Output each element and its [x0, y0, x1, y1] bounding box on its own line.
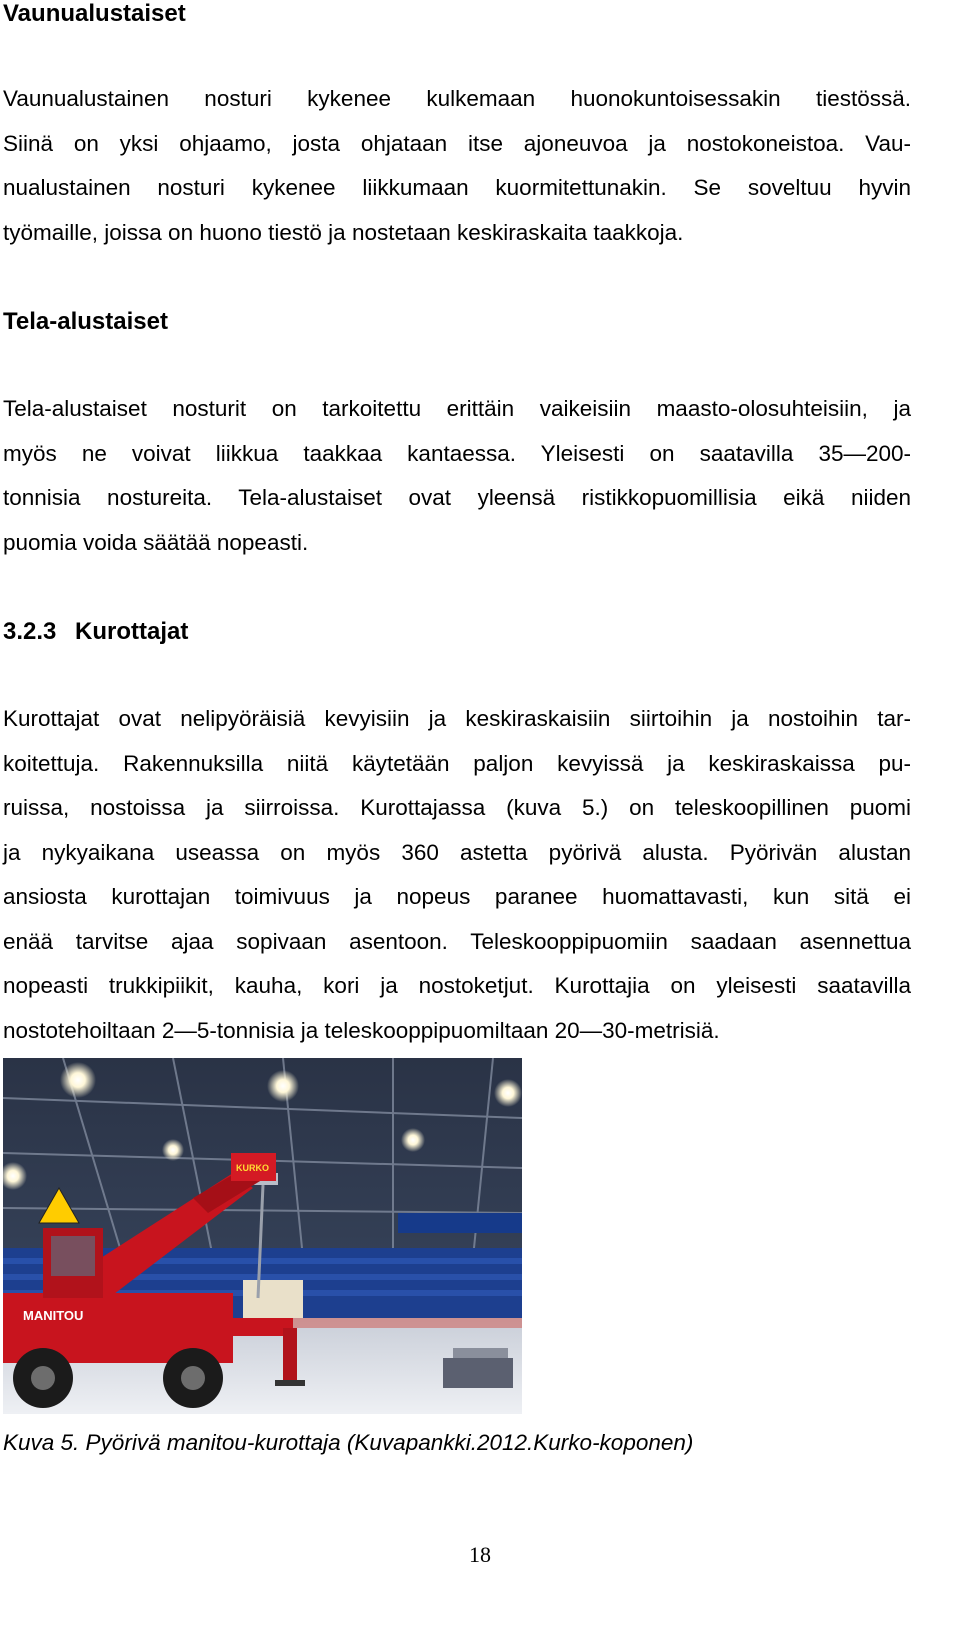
text-line: tonnisia nostureita. Tela-alustaiset ovat yleensä ristikkopuomillisia eikä niiden — [3, 485, 911, 510]
paragraph-vaunualustaiset — [3, 77, 911, 255]
paragraph-kurottajat — [3, 697, 911, 1053]
text-line: myös ne voivat liikkua taakkaa kantaessa. Yleisesti on saatavilla 35—200- — [3, 440, 911, 466]
text-line: ruissa, nostoissa ja siirroissa. Kurottajassa (kuva 5.) on teleskoopillinen puomi — [3, 795, 911, 820]
text-line: koitettuja. Rakennuksilla niitä käytetään paljon kevyissä ja keskiraskaissa pu- — [3, 750, 911, 776]
text-line: ansiosta kurottajan toimivuus ja nopeus paranee huomattavasti, kun sitä ei — [3, 884, 911, 909]
text-line: Tela-alustaiset nosturit on tarkoitettu erittäin vaikeisiin maasto-olosuhteisiin, ja — [3, 396, 911, 421]
figure-caption: Kuva 5. Pyörivä manitou-kurottaja (Kuvapankki.2012.Kurko-koponen) — [3, 1430, 694, 1455]
basket-sign: KURKO — [236, 1163, 269, 1173]
text-line: enää tarvitse ajaa sopivaan asentoon. Teleskooppipuomiin saadaan asennettua — [3, 928, 911, 954]
page-number: 18 — [469, 1542, 491, 1567]
text-line: Kurottajat ovat nelipyöräisiä kevyisiin ja keskiraskaisiin siirtoihin ja nostoihin tar- — [3, 706, 911, 731]
text-line: puomia voida säätää nopeasti. — [3, 529, 309, 555]
heading-kurottajat — [3, 618, 188, 646]
text-line: ja nykyaikana useassa on myös 360 astetta pyörivä alusta. Pyörivän alustan — [3, 839, 911, 865]
figure-telehandler-photo — [3, 1058, 522, 1414]
text-line: nostotehoiltaan 2—5-tonnisia ja teleskooppipuomiltaan 20—30-metrisiä. — [3, 1017, 720, 1043]
heading-tela-alustaiset: Tela-alustaiset — [3, 308, 168, 335]
text-line: nualustainen nosturi kykenee liikkumaan kuormitettunakin. Se soveltuu hyvin — [3, 175, 911, 200]
text-line: Siinä on yksi ohjaamo, josta ohjataan itse ajoneuvoa ja nostokoneistoa. Vau- — [3, 130, 911, 156]
text-line: työmaille, joissa on huono tiestö ja nostetaan keskiraskaita taakkoja. — [3, 219, 684, 245]
machine-brand: MANITOU — [23, 1308, 84, 1323]
text-line: Vaunualustainen nosturi kykenee kulkemaan huonokuntoisessakin tiestössä. — [3, 86, 911, 111]
paragraph-tela-alustaiset — [3, 387, 911, 565]
section-number: 3.2.3 — [3, 618, 57, 645]
heading-vaunualustaiset: Vaunualustaiset — [3, 0, 186, 27]
section-title: Kurottajat — [75, 618, 189, 645]
photo-illustration — [3, 1058, 522, 1414]
text-line: nopeasti trukkipiikit, kauha, kori ja nostoketjut. Kurottajia on yleisesti saatavilla — [3, 973, 911, 998]
